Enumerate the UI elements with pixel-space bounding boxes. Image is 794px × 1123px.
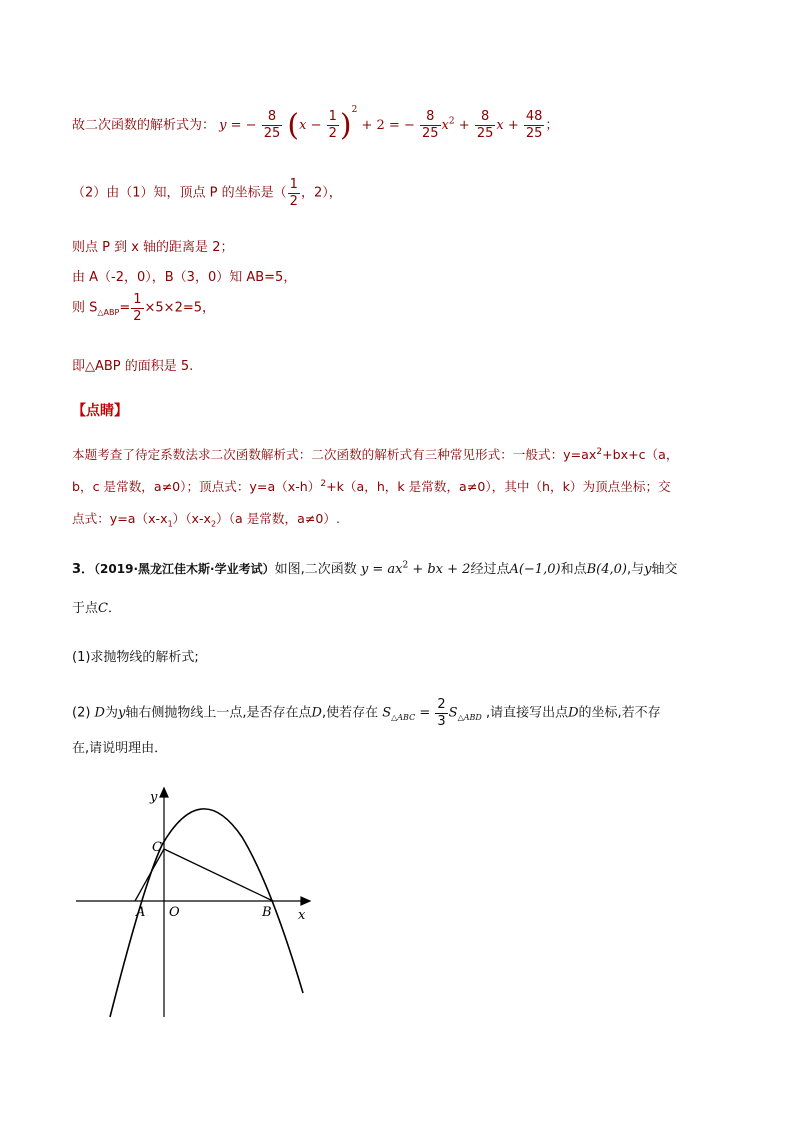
parabola-figure xyxy=(70,785,330,1025)
problem-number: 3． xyxy=(72,562,95,577)
problem-source: （2019·黑龙江佳木斯·学业考试） xyxy=(94,562,275,576)
equation-intro: 故二次函数的解析式为： xyxy=(72,118,216,133)
label-a: A xyxy=(136,905,146,920)
problem3-line-2: 于点C． xyxy=(72,601,121,616)
part2-vertex-line: （2）由（1）知，顶点 P 的坐标是（ $\frac{1}{2}$ ，2）， xyxy=(72,177,342,209)
segment-cb xyxy=(164,849,273,901)
label-b: B xyxy=(262,905,272,920)
comment-line-3: 点式：$y=a(x-x_1)(x-x_2)(a$ 是常数，a≠0）. xyxy=(72,511,340,529)
y-axis-arrow xyxy=(160,788,168,797)
question-2-line-1: (2) D为y轴右侧抛物线上一点,是否存在点D,使若存在 $S_{\triangle ABC}$ = $\frac{2}{3}$ $S_{\triangle ABD}$ ,请直接写出点D的坐标,若不存 xyxy=(72,697,661,729)
question-2-line-2: 在,请说明理由． xyxy=(72,741,168,756)
solution-equation-line: 故二次函数的解析式为： y = − $\frac{8}{25}$ (x − $\frac{1}{2}$ )$^2$ + 2 = − $\frac{8}{25}$ $x^2$ + $\frac{8}{25}$ x + $\frac{48}{25}$ ； xyxy=(72,104,559,143)
question-1: (1)求抛物线的解析式; xyxy=(72,650,199,665)
fraction-8-25-b: $\frac{8}{25}$ xyxy=(422,109,439,141)
comment-line-1: 本题考查了待定系数法求二次函数解析式：二次函数的解析式有三种常见形式：一般式：$y=ax^2+bx+c(a$， xyxy=(72,446,679,462)
fraction-1-2: $\frac{1}{2}$ xyxy=(328,109,337,141)
label-x: x xyxy=(298,908,306,923)
fraction-area-half: $\frac{1}{2}$ xyxy=(133,292,142,324)
label-o: O xyxy=(169,905,180,920)
problem3-line-1: 3．（2019·黑龙江佳木斯·学业考试）如图,二次函数 $y = ax^2$ + bx + 2经过点A(−1,0)和点B(4,0),与y轴交 xyxy=(72,560,678,577)
conclusion-line: 即△ABP 的面积是 5. xyxy=(72,359,194,374)
segment-ac xyxy=(135,849,164,901)
comment-line-2: b，c 是常数，a≠0）；顶点式：$y=a(x-h)^2+k(a$，h，k 是常数，a≠0），其中（h，k）为顶点坐标；交 xyxy=(72,478,671,494)
fraction-8-25: $\frac{8}{25}$ xyxy=(263,109,281,141)
ab-line: 由 A（-2，0），B（3，0）知 AB=5， xyxy=(72,270,297,285)
fraction-half: $\frac{1}{2}$ xyxy=(289,177,298,209)
label-y: y xyxy=(150,790,158,805)
label-c: C xyxy=(152,840,162,855)
fraction-2-3: $\frac{2}{3}$ xyxy=(437,697,446,729)
distance-line: 则点 P 到 x 轴的距离是 2； xyxy=(72,240,234,255)
area-line: 则 $S_{\triangle ABP}=$ $\frac{1}{2}$ ×5×2=5， xyxy=(72,292,216,324)
x-axis-arrow xyxy=(301,897,310,905)
comment-heading: 【点睛】 xyxy=(72,403,128,419)
fraction-8-25-c: $\frac{8}{25}$ xyxy=(476,109,494,141)
fraction-48-25: $\frac{48}{25}$ xyxy=(525,109,543,141)
